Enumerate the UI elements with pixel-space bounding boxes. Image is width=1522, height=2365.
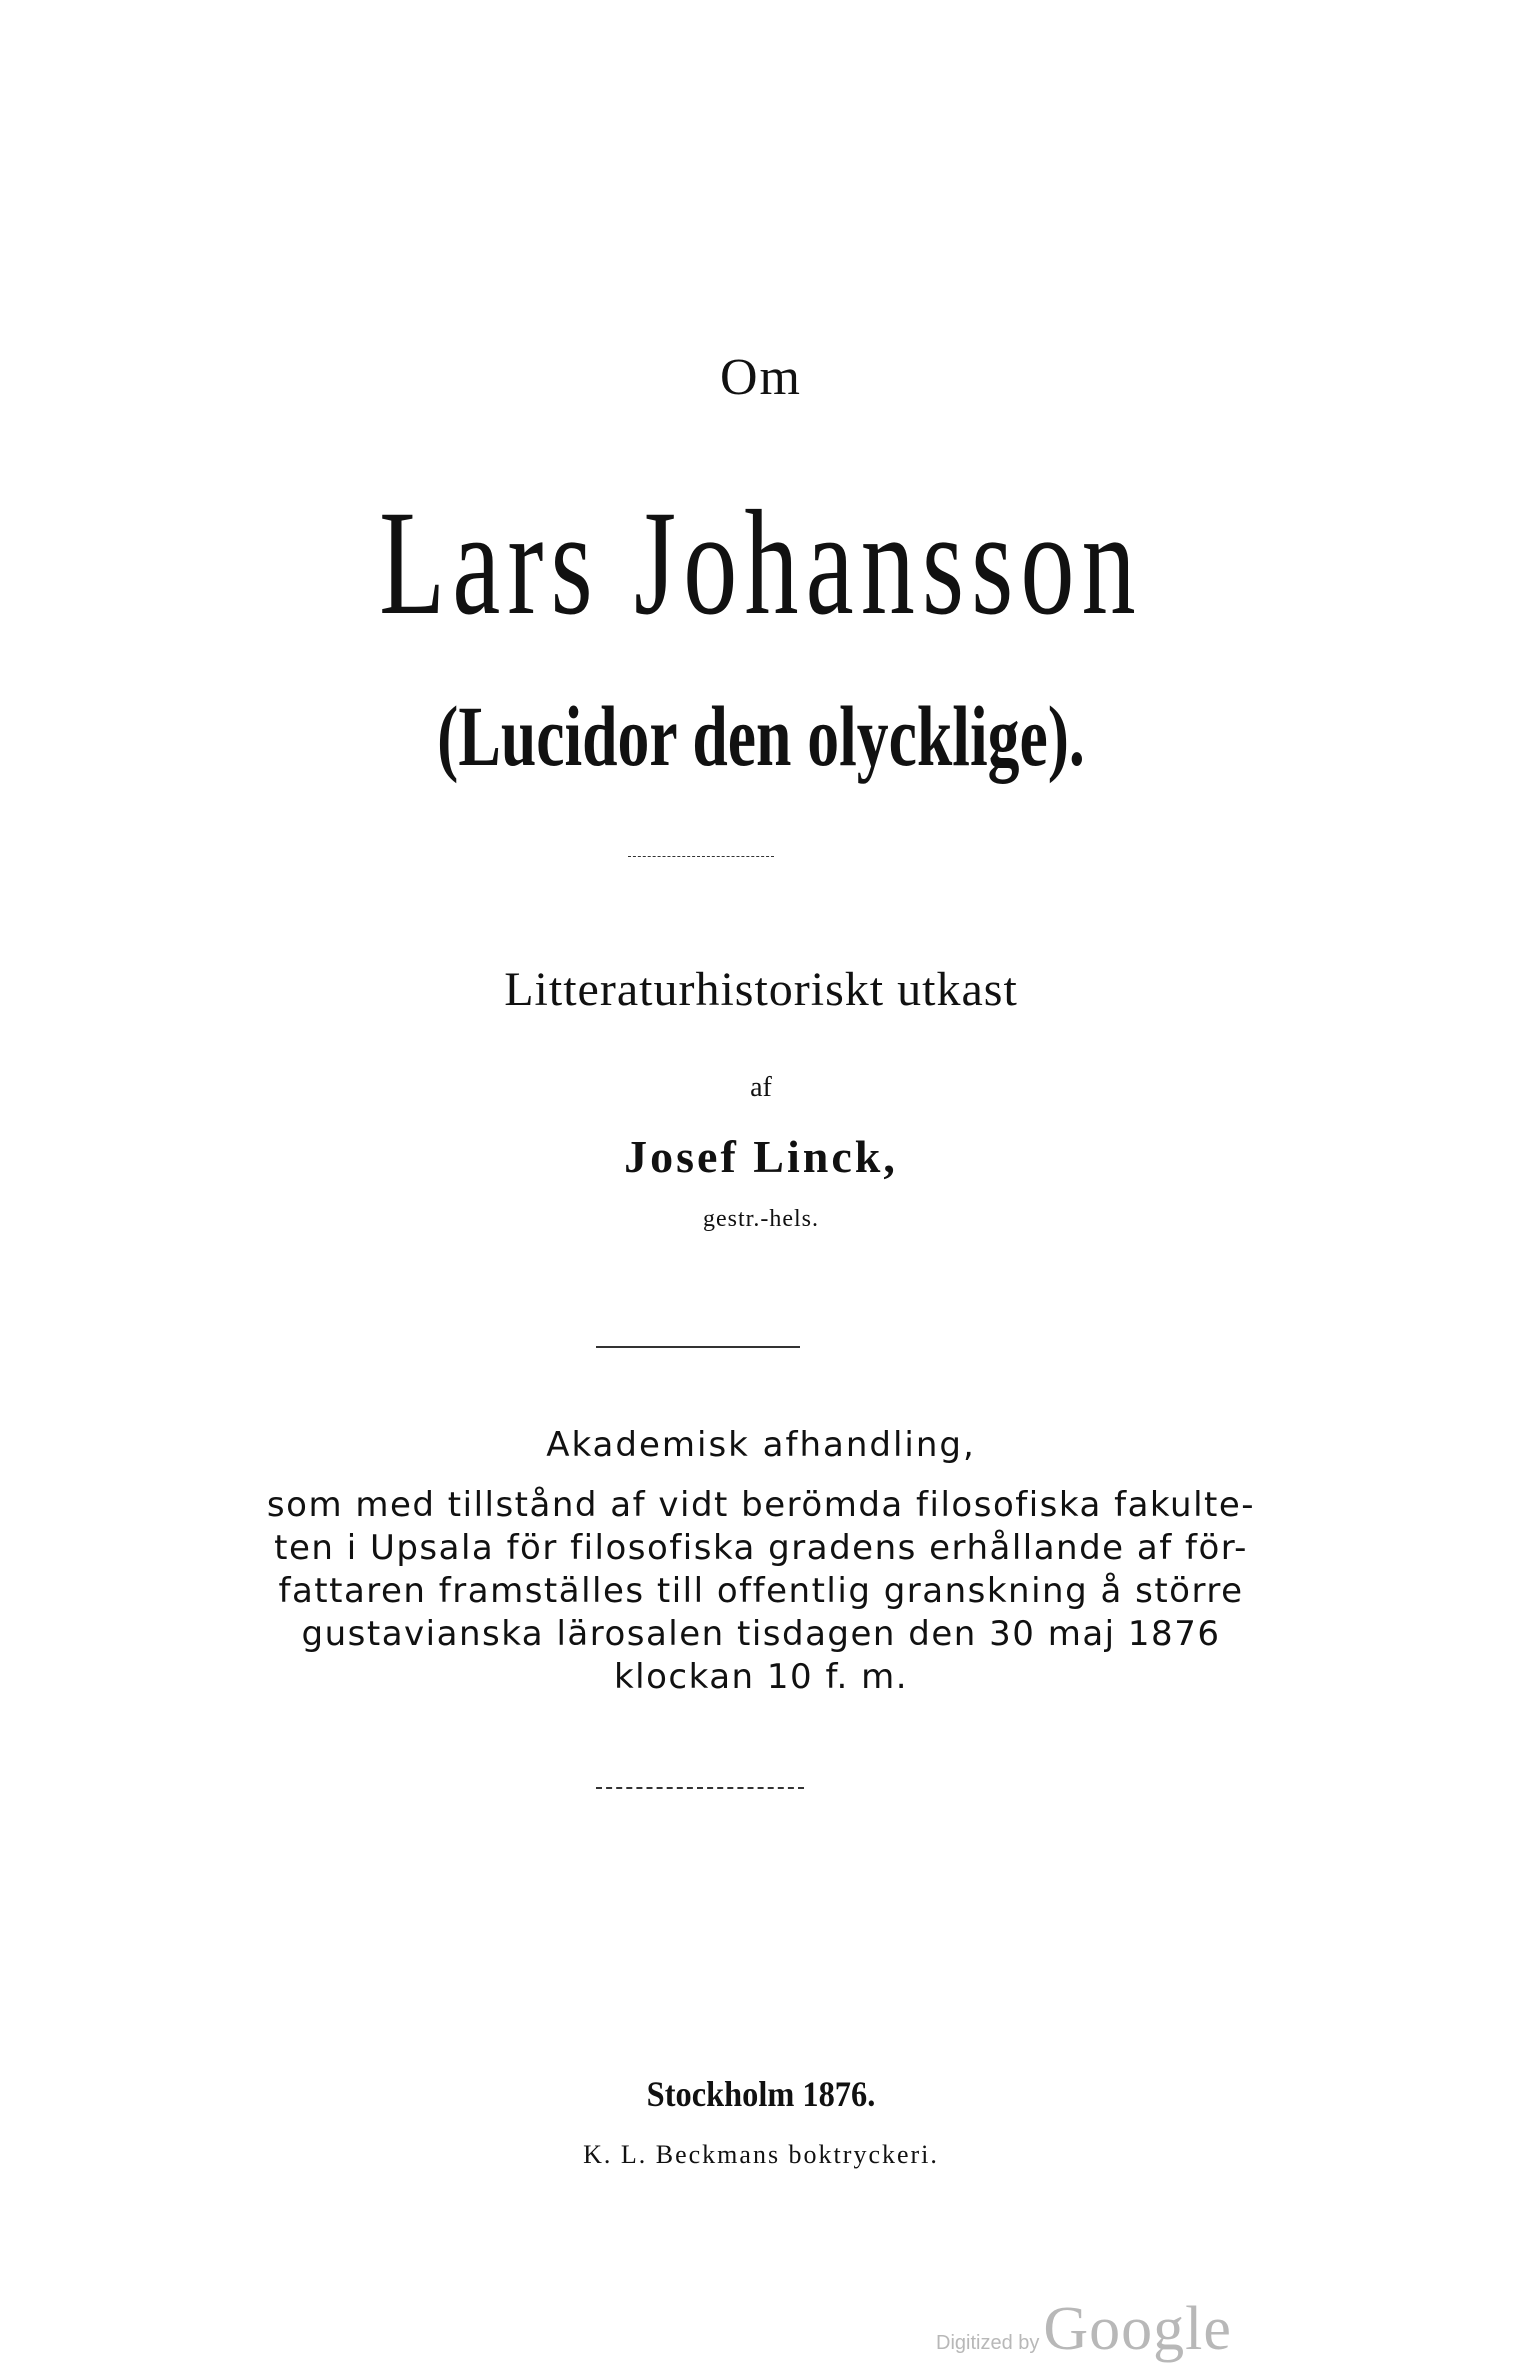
thesis-body-line: klockan 10 f. m. bbox=[613, 1657, 909, 1697]
author-name: Josef Linck, bbox=[624, 1131, 898, 1182]
watermark-prefix: Digitized by bbox=[936, 2332, 1040, 2354]
genre-line: Litteraturhistoriskt utkast bbox=[504, 963, 1018, 1016]
google-logo: Google bbox=[1043, 2295, 1232, 2363]
imprint-printer: K. L. Beckmans boktryckeri. bbox=[583, 2140, 939, 2169]
thesis-heading: Akademisk afhandling, bbox=[546, 1425, 976, 1465]
main-title: Lars Johansson bbox=[379, 480, 1143, 646]
imprint-place-year: Stockholm 1876. bbox=[646, 2074, 876, 2114]
thesis-body-line: fattaren framställes till offentlig granskning å större bbox=[278, 1571, 1244, 1611]
thesis-body-line: ten i Upsala för filosofiska gradens erhållande af för- bbox=[274, 1528, 1248, 1568]
thesis-body-line: som med tillstånd af vidt berömda filosofiska fakulte- bbox=[266, 1485, 1256, 1525]
divider-rule bbox=[628, 856, 774, 857]
author-title: gestr.-hels. bbox=[703, 1206, 819, 1232]
pre-title: Om bbox=[720, 349, 802, 406]
subtitle: (Lucidor den olycklige). bbox=[437, 688, 1085, 784]
divider-rule bbox=[596, 1787, 804, 1789]
thesis-body-line: gustavianska lärosalen tisdagen den 30 maj 1876 bbox=[301, 1614, 1221, 1654]
divider-rule bbox=[596, 1346, 800, 1348]
by-word: af bbox=[750, 1072, 772, 1103]
digitization-watermark bbox=[936, 2294, 1232, 2365]
